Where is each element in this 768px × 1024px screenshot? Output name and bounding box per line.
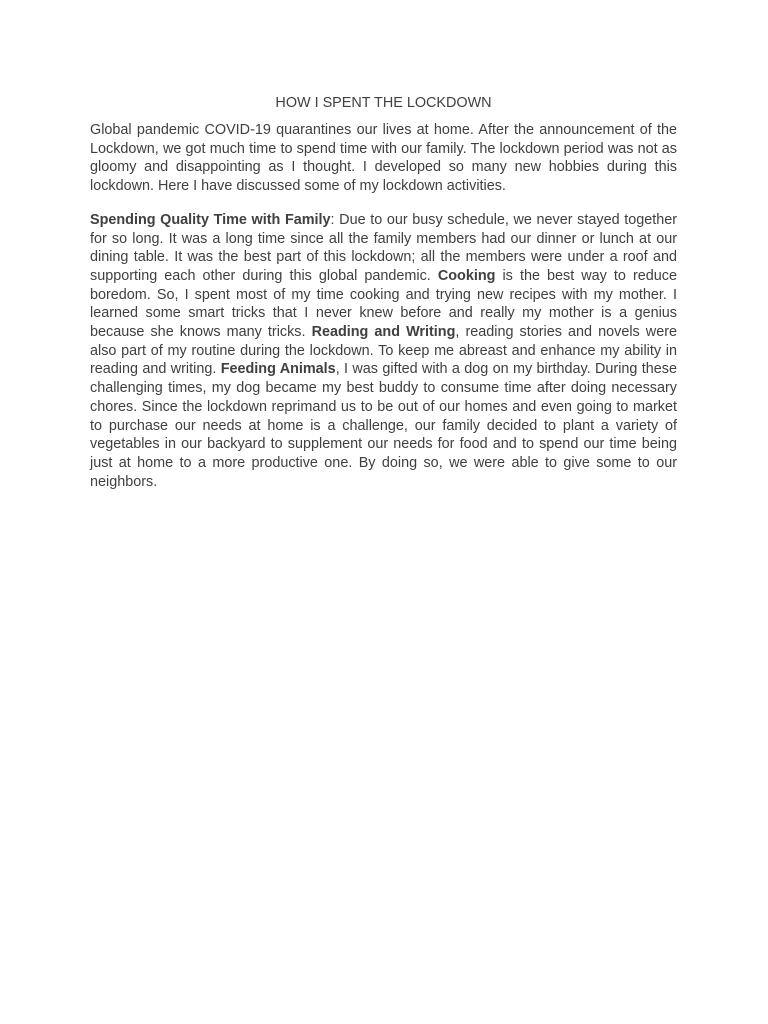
document-title: HOW I SPENT THE LOCKDOWN — [275, 95, 492, 111]
text-cooking: is the best way to reduce boredom. So, I spent most of my time cooking and trying new recipes with my mother. I learned some smart tricks that I never knew before and really my mother is a genius because she knows many tricks. — [90, 267, 677, 341]
heading-family-time: Spending Quality Time with Family — [90, 211, 331, 228]
heading-reading-writing: Reading and Writing — [311, 324, 456, 341]
heading-cooking: Cooking — [437, 267, 496, 284]
intro-paragraph: Global pandemic COVID-19 quarantines our lives at home. After the announcement of the Lockdown, we got much time to spend time with our family. The lockdown period was not as gloomy and disappointing as I thought. I developed so many new hobbies during this lockdown. Here I have discussed some of my lockdown activities. — [90, 122, 677, 195]
heading-feeding-animals: Feeding Animals — [220, 361, 336, 378]
text-feeding-animals: , I was gifted with a dog on my birthday. During these challenging times, my dog became my best buddy to consume time after doing necessary chores. Since the lockdown reprimand us to be out of our homes and even going to market to purchase our needs at home is a challenge, our family decided to plant a variety of vegetables in our backyard to supplement our needs for food and to spend our time being just at home to a more productive one. By doing so, we were able to give some to our neighbors. — [90, 361, 677, 490]
document-body — [90, 93, 677, 506]
activities-paragraph — [90, 211, 677, 492]
text-reading-writing: , reading stories and novels were also part of my routine during the lockdown. To keep me abreast and enhance my ability in reading and writing. — [90, 324, 677, 378]
text-family-time: : Due to our busy schedule, we never stayed together for so long. It was a long time since all the family members had our dinner or lunch at our dining table. It was the best part of this lockdown; all the members were under a roof and supporting each other during this global pandemic. — [90, 211, 678, 284]
